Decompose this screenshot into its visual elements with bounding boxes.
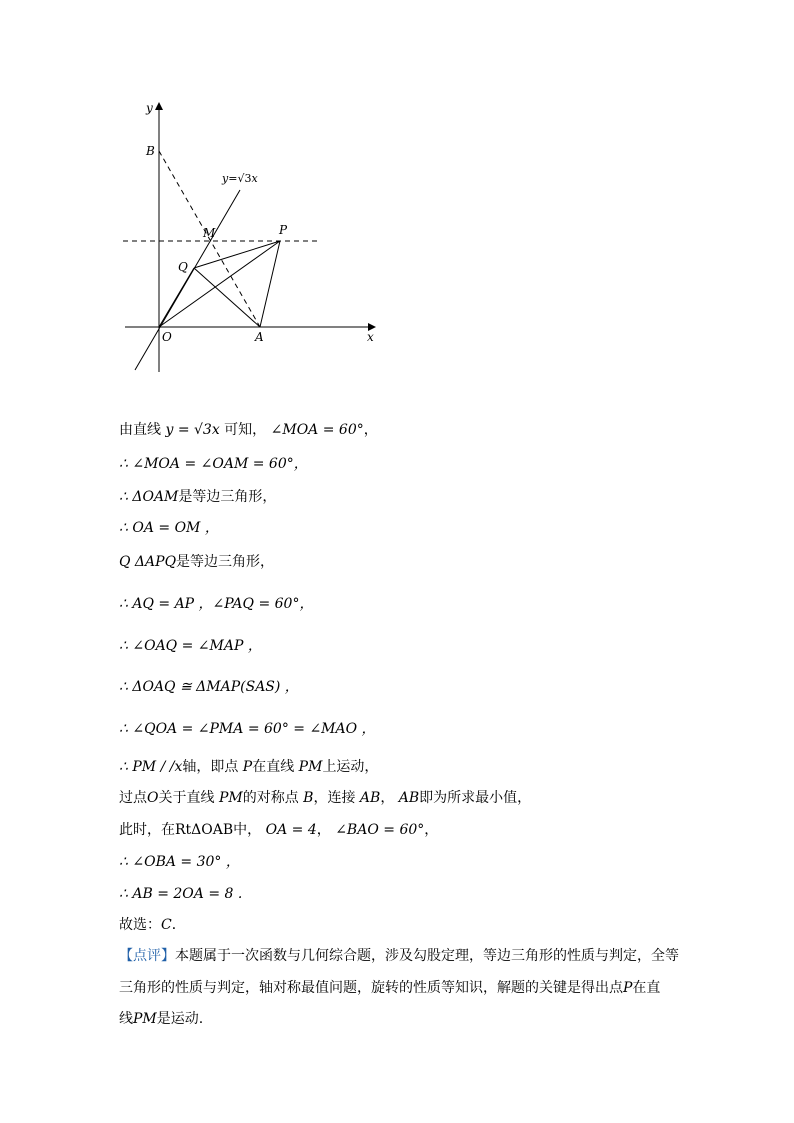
math: ∠MOA = 60° bbox=[270, 422, 364, 438]
text: 是等边三角形， bbox=[178, 489, 277, 505]
comment-line-1 bbox=[119, 946, 679, 966]
math: C bbox=[161, 917, 172, 933]
solution-line-9: ∴ ∠QOA = ∠PMA = 60° = ∠MAO ， bbox=[119, 721, 376, 737]
text: ，连接 bbox=[313, 790, 356, 806]
math: PM bbox=[218, 790, 243, 806]
segment-oq bbox=[159, 268, 194, 327]
text: ． bbox=[171, 917, 186, 933]
math: PM bbox=[298, 759, 323, 775]
text: 可知， bbox=[224, 422, 267, 438]
line-y-sqrt3x bbox=[135, 190, 240, 370]
solution-line-13: ∴ ∠OBA = 30° ， bbox=[119, 854, 240, 870]
math: ∴ ΔOAM bbox=[119, 489, 179, 505]
math: P bbox=[242, 759, 253, 775]
label-y-axis: y bbox=[146, 101, 153, 115]
label-p: P bbox=[279, 223, 288, 237]
math: P bbox=[623, 980, 633, 996]
comment-line-2 bbox=[119, 978, 660, 998]
text: ， bbox=[380, 790, 395, 806]
text: 本题属于一次函数与几何综合题，涉及勾股定理，等边三角形的性质与判定，全等 bbox=[175, 948, 679, 964]
solution-line-3 bbox=[119, 487, 276, 507]
solution-line-6: ∴ AQ = AP ，∠PAQ = 60°， bbox=[119, 596, 314, 612]
text: 在直 bbox=[632, 980, 661, 996]
label-q: Q bbox=[178, 260, 188, 274]
text: 即为所求最小值， bbox=[419, 790, 532, 806]
segment-pa bbox=[260, 241, 280, 327]
math: y = √3x bbox=[165, 422, 220, 438]
text: 在直线 bbox=[252, 759, 295, 775]
solution-line-4: ∴ OA = OM ， bbox=[119, 520, 219, 536]
text: 的对称点 bbox=[242, 790, 299, 806]
segment-qa bbox=[194, 268, 260, 327]
math: ∴ PM / /x bbox=[119, 759, 183, 775]
text: 关于直线 bbox=[158, 790, 215, 806]
math: RtΔOAB bbox=[175, 822, 234, 838]
solution-line-14: ∴ AB = 2OA = 8 . bbox=[119, 886, 243, 902]
text: 由直线 bbox=[119, 422, 161, 438]
text: ， bbox=[316, 822, 331, 838]
text: ， bbox=[424, 822, 439, 838]
text: 上运动， bbox=[322, 759, 379, 775]
solution-line-11 bbox=[119, 788, 531, 808]
math: AB bbox=[398, 790, 420, 806]
comment-tag: 【点评】 bbox=[119, 948, 175, 964]
text: 是运动. bbox=[156, 1011, 204, 1027]
solution-line-15 bbox=[119, 915, 186, 935]
label-m: M bbox=[203, 226, 216, 240]
label-line-equation: y=√3x bbox=[222, 172, 258, 185]
solution-line-8: ∴ ΔOAQ ≅ ΔMAP(SAS) ， bbox=[119, 679, 299, 695]
text: 故选： bbox=[119, 917, 161, 933]
segment-qp bbox=[194, 241, 280, 268]
math: OA = 4 bbox=[265, 822, 317, 838]
solution-line-2: ∴ ∠MOA = ∠OAM = 60°， bbox=[119, 456, 308, 472]
geometry-figure bbox=[110, 95, 390, 380]
solution-line-7: ∴ ∠OAQ = ∠MAP ， bbox=[119, 638, 262, 654]
segment-op bbox=[159, 241, 280, 327]
label-a: A bbox=[255, 330, 264, 344]
text: 此时，在 bbox=[119, 822, 175, 838]
text: 过点 bbox=[119, 790, 147, 806]
comment-line-3 bbox=[119, 1009, 203, 1029]
math: PM bbox=[133, 1011, 157, 1027]
math: B bbox=[303, 790, 314, 806]
math: ∠BAO = 60° bbox=[335, 822, 425, 838]
text: 三角形的性质与判定，轴对称最值问题，旋转的性质等知识，解题的关键是得出点 bbox=[119, 980, 623, 996]
text: 轴，即点 bbox=[182, 759, 239, 775]
label-x-axis: x bbox=[367, 330, 374, 344]
text: 线 bbox=[119, 1011, 133, 1027]
solution-line-5 bbox=[119, 552, 274, 572]
text: 是等边三角形， bbox=[176, 554, 275, 570]
label-o: O bbox=[162, 330, 172, 344]
text: 中， bbox=[233, 822, 262, 838]
solution-line-12 bbox=[119, 820, 438, 840]
solution-line-10 bbox=[119, 757, 378, 777]
math: AB bbox=[359, 790, 381, 806]
math: O bbox=[147, 790, 159, 806]
math: Q ΔAPQ bbox=[119, 554, 177, 570]
text: ， bbox=[363, 422, 378, 438]
solution-line-1 bbox=[119, 420, 378, 440]
label-b: B bbox=[146, 144, 155, 158]
